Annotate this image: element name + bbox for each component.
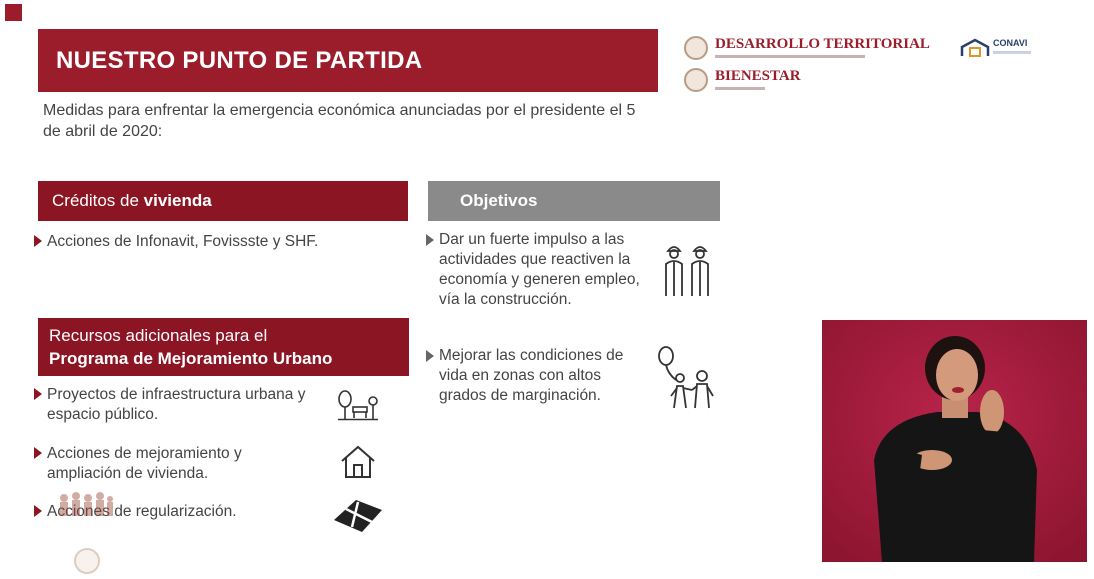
intro-text: Medidas para enfrentar la emergencia económica anunciadas por el presidente el 5 de abril de 2020:: [43, 102, 636, 140]
recursos-header: [38, 318, 409, 376]
house-icon: [339, 444, 377, 480]
bullet-icon: [34, 388, 42, 400]
logo-desarrollo-subline: [715, 55, 865, 58]
creditos-item: Acciones de Infonavit, Fovissste y SHF.: [47, 233, 319, 250]
objetivos-header: [428, 181, 720, 221]
seal-icon: [684, 68, 708, 92]
interpreter-figure: [822, 320, 1087, 562]
park-icon: [336, 390, 380, 422]
watermark-crowd: [56, 490, 114, 518]
workers-icon: [661, 242, 715, 300]
land-plot-icon: [332, 498, 384, 534]
logo-bienestar-subline: [715, 87, 765, 90]
title-banner: [38, 29, 658, 92]
crowd-watermark-icon: [56, 490, 114, 518]
bullet-icon: [34, 235, 42, 247]
logo-bienestar-text: BIENESTAR: [715, 68, 801, 84]
logo-bienestar: [684, 66, 824, 94]
logo-conavi-subline: [993, 51, 1031, 54]
recursos-item-mejoramiento: Acciones de mejoramiento y ampliación de vivienda.: [47, 445, 242, 482]
conavi-house-icon: [960, 38, 990, 58]
recursos-item-regularizacion: Acciones de regularización.: [47, 503, 237, 520]
family-balloon-icon: [656, 346, 716, 412]
interpreter-video: [822, 320, 1087, 562]
bullet-icon: [34, 505, 42, 517]
logo-desarrollo-territorial: [684, 34, 954, 60]
recursos-item-infraestructura: Proyectos de infraestructura urbana y espacio público.: [47, 386, 306, 423]
corner-mark: [5, 4, 22, 21]
recursos-title-line2: Programa de Mejoramiento Urbano: [49, 349, 333, 368]
logo-conavi-text: CONAVI: [993, 38, 1028, 48]
bullet-icon: [34, 447, 42, 459]
page-title: NUESTRO PUNTO DE PARTIDA: [56, 47, 423, 74]
watermark-seal-icon: [74, 548, 100, 574]
recursos-title-line1: Recursos adicionales para el: [49, 326, 268, 345]
seal-icon: [684, 36, 708, 60]
creditos-title: [52, 191, 212, 211]
objetivos-item-impulso: Dar un fuerte impulso a las actividades que reactiven la economía y generen empleo, vía la construcción.: [439, 231, 640, 308]
bullet-icon: [426, 234, 434, 246]
bullet-icon: [426, 350, 434, 362]
logo-conavi: [960, 36, 1050, 60]
logo-desarrollo-text: DESARROLLO TERRITORIAL: [715, 36, 930, 52]
objetivos-item-condiciones: Mejorar las condiciones de vida en zonas con altos grados de marginación.: [439, 347, 624, 404]
objetivos-title: Objetivos: [460, 191, 538, 210]
creditos-title-regular: Créditos de: [52, 191, 144, 210]
creditos-header: [38, 181, 408, 221]
creditos-title-bold: vivienda: [143, 191, 212, 210]
